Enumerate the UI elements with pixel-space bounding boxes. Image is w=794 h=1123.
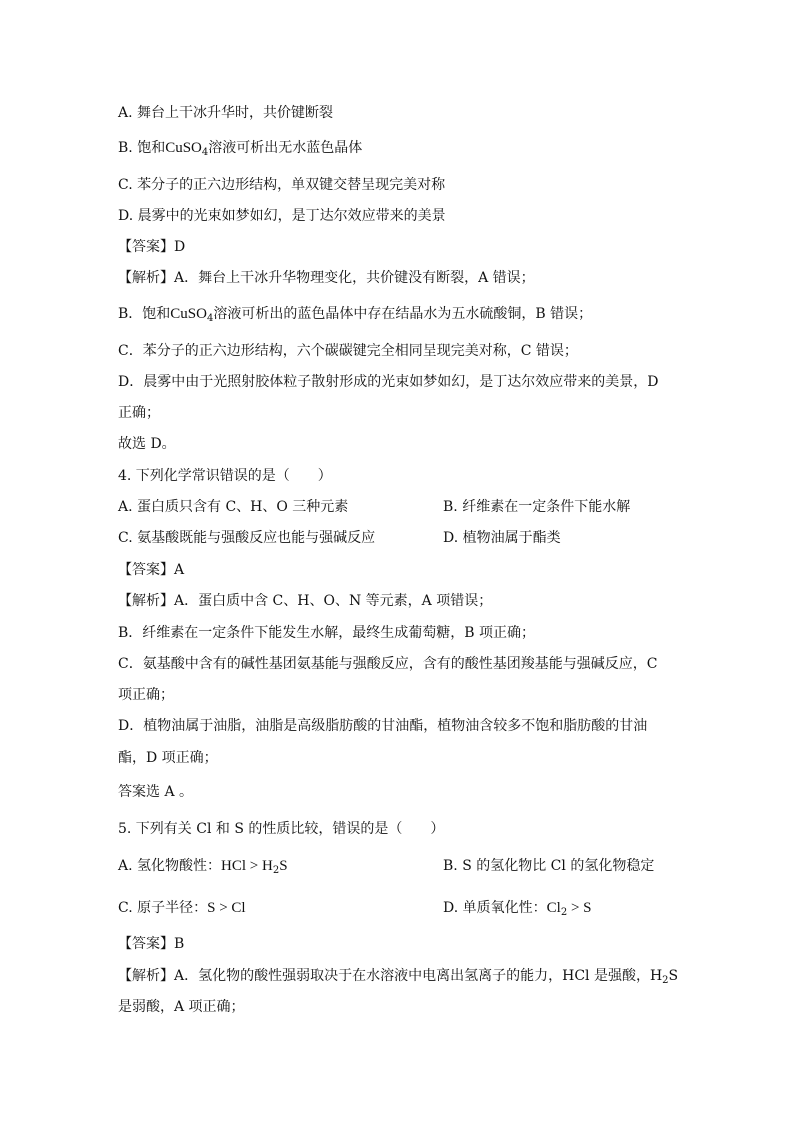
q5-option-c: [118, 899, 246, 917]
q3-analysis-line-1: 【解析】A．舞台上干冰升华物理变化，共价键没有断裂，A 错误；: [118, 270, 535, 286]
q3-option-d: D. 晨雾中的光束如梦如幻，是丁达尔效应带来的美景: [118, 208, 446, 224]
q4-analysis-line-2: B．纤维素在一定条件下能发生水解，最终生成葡萄糖，B 项正确；: [118, 625, 536, 641]
q3-analysis-line-2-prefix: B．饱和: [118, 306, 171, 322]
q5-analysis-line-1-text: 【解析】A．氢化物的酸性强弱取决于在水溶液中电离出氢离子的能力，HCl 是强酸，H: [118, 968, 663, 984]
q5-analysis-line-1: [118, 967, 678, 990]
q3-analysis-line-4: D．晨雾中由于光照射胶体粒子散射形成的光束如梦如幻，是丁达尔效应带来的美景，D: [118, 374, 659, 390]
q4-analysis-line-1: 【解析】A．蛋白质中含 C、H、O、N 等元素，A 项错误；: [118, 593, 493, 609]
q4-analysis-line-4: 项正确；: [118, 687, 174, 703]
q3-option-c: C. 苯分子的正六边形结构，单双键交替呈现完美对称: [118, 177, 446, 193]
q5-option-c-prefix: C. 原子半径：: [118, 900, 208, 916]
q5-option-a-subscript: 2: [272, 865, 280, 876]
q5-option-d-formula-end: > S: [567, 900, 592, 916]
q4-stem: 4. 下列化学常识错误的是（ ）: [118, 468, 332, 484]
q3-analysis-line-5: 正确；: [118, 405, 160, 421]
q3-option-b-formula: CuSO: [165, 140, 202, 156]
q5-stem: 5. 下列有关 Cl 和 S 的性质比较，错误的是（ ）: [118, 821, 445, 837]
q3-answer: 【答案】D: [118, 239, 186, 255]
q3-analysis-line-2: [118, 305, 592, 328]
q5-option-a-prefix: A. 氢化物酸性：: [118, 858, 222, 874]
q5-option-d-formula: Cl: [546, 900, 561, 916]
q5-answer: 【答案】B: [118, 936, 185, 952]
q5-analysis-line-2: 是弱酸，A 项正确；: [118, 999, 245, 1015]
q4-conclusion: 答案选 A 。: [118, 784, 194, 800]
q5-option-d: [443, 899, 592, 922]
q5-option-d-subscript: 2: [560, 907, 568, 918]
q3-option-a: A. 舞台上干冰升华时，共价键断裂: [118, 105, 334, 121]
q3-conclusion: 故选 D。: [118, 436, 176, 452]
q4-analysis-line-5: D．植物油属于油脂，油脂是高级脂肪酸的甘油酯，植物油含较多不饱和脂肪酸的甘油: [118, 718, 648, 734]
q3-option-b-prefix: B. 饱和: [118, 140, 166, 156]
q5-option-a: [118, 857, 288, 880]
q4-analysis-line-6: 酯，D 项正确；: [118, 750, 218, 766]
q5-analysis-line-1-end: S: [668, 968, 679, 984]
q5-option-d-prefix: D. 单质氧化性：: [443, 900, 547, 916]
q3-analysis-formula: CuSO: [170, 306, 207, 322]
q4-option-d: D. 植物油属于酯类: [443, 530, 561, 546]
q3-option-b: [118, 139, 362, 162]
q3-analysis-line-3: C．苯分子的正六边形结构，六个碳碳键完全相同呈现完美对称，C 错误；: [118, 343, 578, 359]
q3-option-b-subscript: 4: [201, 147, 209, 158]
q5-option-a-formula-end: S: [279, 858, 288, 874]
q4-analysis-line-3: C．氨基酸中含有的碱性基团氨基能与强酸反应，含有的酸性基团羧基能与强碱反应，C: [118, 656, 658, 672]
q4-option-c: C. 氨基酸既能与强酸反应也能与强碱反应: [118, 530, 376, 546]
q5-option-a-formula: HCl > H: [221, 858, 273, 874]
q5-analysis-subscript: 2: [662, 975, 669, 986]
q4-answer: 【答案】A: [118, 562, 185, 578]
q4-option-b: B. 纤维素在一定条件下能水解: [443, 499, 631, 515]
q5-option-c-formula: S > Cl: [207, 900, 246, 916]
q3-option-b-suffix: 溶液可析出无水蓝色晶体: [208, 140, 363, 156]
q5-option-b: B. S 的氢化物比 Cl 的氢化物稳定: [443, 858, 655, 874]
q3-analysis-line-2-suffix: 溶液可析出的蓝色晶体中存在结晶水为五水硫酸铜，B 错误；: [213, 306, 593, 322]
q4-option-a: A. 蛋白质只含有 C、H、O 三种元素: [118, 499, 349, 515]
q3-analysis-subscript: 4: [206, 313, 214, 324]
